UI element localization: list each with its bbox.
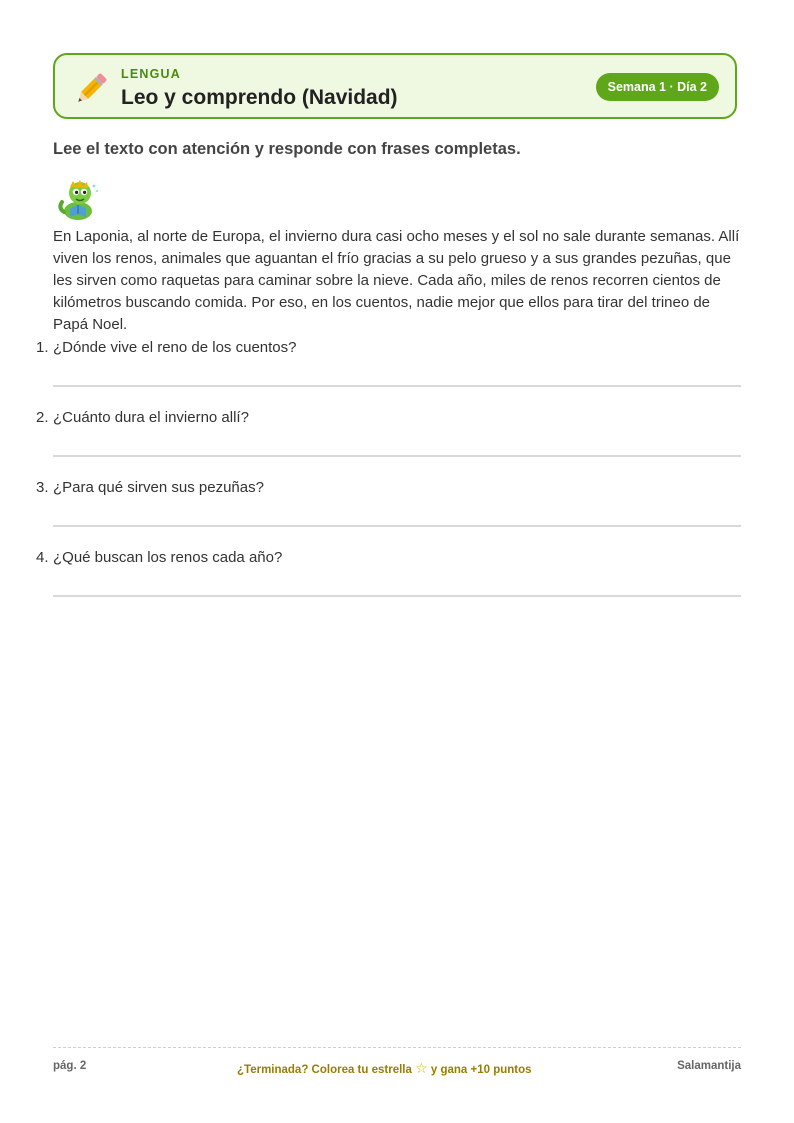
worksheet-header <box>53 53 737 119</box>
answer-line[interactable] <box>53 595 741 597</box>
pencil-icon <box>71 69 111 109</box>
answer-line[interactable] <box>53 385 741 387</box>
reading-passage: En Laponia, al norte de Europa, el invierno dura casi ocho meses y el sol no sale durante semanas. Allí viven los renos, animales que aguantan el frío gracias a su pelo grueso y a sus grandes pezuñas, que les sirven como raquetas para caminar sobre la nieve. Cada año, miles de renos recorren cientos de kilómetros buscando comida. Por eso, en los cuentos, nadie mejor que ellos para tirar del trineo de Papá Noel. <box>53 228 740 333</box>
question-number: 3. <box>36 479 49 496</box>
footer-divider <box>53 1047 741 1048</box>
question-text: ¿Para qué sirven sus pezuñas? <box>53 479 264 496</box>
question-number: 1. <box>36 339 49 356</box>
page-number: pág. 2 <box>53 1060 87 1072</box>
reward-message-end: y gana +10 puntos <box>430 1064 532 1076</box>
star-icon[interactable]: ☆ <box>415 1060 428 1076</box>
cartoon-dragon-reading-icon <box>56 178 102 222</box>
question-number: 2. <box>36 409 49 426</box>
question-text: ¿Qué buscan los renos cada año? <box>53 549 283 566</box>
reward-message <box>237 1060 532 1077</box>
question-text: ¿Cuánto dura el invierno allí? <box>53 409 249 426</box>
question-number: 4. <box>36 549 49 566</box>
reward-message-start: ¿Terminada? Colorea tu estrella <box>237 1064 412 1076</box>
answer-line[interactable] <box>53 455 741 457</box>
subject-label: LENGUA <box>121 67 181 81</box>
answer-line[interactable] <box>53 525 741 527</box>
instruction-text: Lee el texto con atención y responde con frases completas. <box>53 140 521 158</box>
question-text: ¿Dónde vive el reno de los cuentos? <box>53 339 297 356</box>
worksheet-title: Leo y comprendo (Navidad) <box>121 86 398 109</box>
week-day-badge: Semana 1 · Día 2 <box>596 73 719 101</box>
brand-name: Salamantija <box>677 1060 741 1072</box>
